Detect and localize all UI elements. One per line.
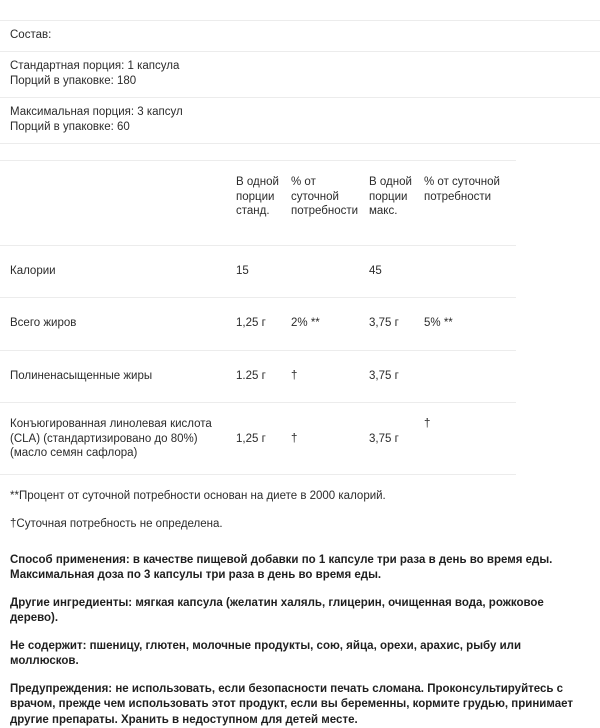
other-ingredients-text: Другие ингредиенты: мягкая капсула (желатин халяль, глицерин, очищенная вода, рожковое дерево). [10, 596, 590, 627]
nutrient-std-percent: † [291, 350, 369, 403]
footnote-daily-value-basis: **Процент от суточной потребности основан на диете в 2000 калорий. [10, 489, 590, 504]
nutrient-name: Конъюгированная линолевая кислота (CLA) (стандартизировано до 80%) (масло семян сафлора) [0, 403, 236, 475]
nutrient-name: Калории [0, 245, 236, 298]
standard-serving-line: Стандартная порция: 1 капсула [10, 59, 600, 74]
column-header-nutrient [0, 161, 236, 246]
column-header-std-percent: % от суточной потребности [291, 161, 369, 246]
table-row [0, 245, 516, 298]
max-serving-line: Максимальная порция: 3 капсул [10, 105, 600, 120]
standard-servings-per-container-line: Порций в упаковке: 180 [10, 74, 600, 89]
column-header-std-amount: В одной порции станд. [236, 161, 291, 246]
nutrient-max-amount: 3,75 г [369, 350, 424, 403]
max-serving-cell [0, 98, 600, 144]
table-row [0, 98, 600, 144]
nutrition-facts-table [0, 160, 516, 475]
max-servings-per-container-line: Порций в упаковке: 60 [10, 120, 600, 135]
nutrient-max-percent: 5% ** [424, 298, 516, 351]
nutrient-std-amount: 15 [236, 245, 291, 298]
nutrient-name: Всего жиров [0, 298, 236, 351]
nutrient-max-percent [424, 350, 516, 403]
nutrient-std-percent [291, 245, 369, 298]
standard-serving-cell [0, 52, 600, 98]
instructions-section [0, 545, 600, 728]
footnote-not-established: †Суточная потребность не определена. [10, 517, 590, 532]
composition-label: Состав: [0, 21, 600, 52]
table-row [0, 52, 600, 98]
nutrient-max-percent: † [424, 403, 516, 475]
nutrient-std-amount: 1.25 г [236, 350, 291, 403]
table-header-row [0, 161, 516, 246]
table-row [0, 350, 516, 403]
nutrient-max-amount: 3,75 г [369, 298, 424, 351]
nutrient-std-percent: † [291, 403, 369, 475]
supplement-facts-panel [0, 20, 600, 620]
warnings-text: Предупреждения: не использовать, если безопасности печать сломана. Проконсультируйтесь с врачом, прежде чем использовать этот продукт, если вы беременны, кормите грудью, принимает другие препараты. Хранить в недоступном для детей месте. [10, 682, 590, 728]
table-row [0, 21, 600, 52]
nutrient-std-amount: 1,25 г [236, 298, 291, 351]
nutrient-max-amount: 3,75 г [369, 403, 424, 475]
nutrient-name: Полиненасыщенные жиры [0, 350, 236, 403]
nutrient-std-amount: 1,25 г [236, 403, 291, 475]
table-row [0, 403, 516, 475]
column-header-max-amount: В одной порции макс. [369, 161, 424, 246]
nutrient-max-percent [424, 245, 516, 298]
table-row [0, 298, 516, 351]
free-from-text: Не содержит: пшеницу, глютен, молочные продукты, сою, яйца, орехи, арахис, рыбу или моллюсков. [10, 639, 590, 670]
serving-info-table [0, 20, 600, 144]
nutrient-std-percent: 2% ** [291, 298, 369, 351]
directions-text: Способ применения: в качестве пищевой добавки по 1 капсуле три раза в день во время еды. Максимальная доза по 3 капсулы три раза в день во время еды. [10, 553, 590, 584]
footnotes-section [0, 475, 600, 532]
column-header-max-percent: % от суточной потребности [424, 161, 516, 246]
nutrient-max-amount: 45 [369, 245, 424, 298]
